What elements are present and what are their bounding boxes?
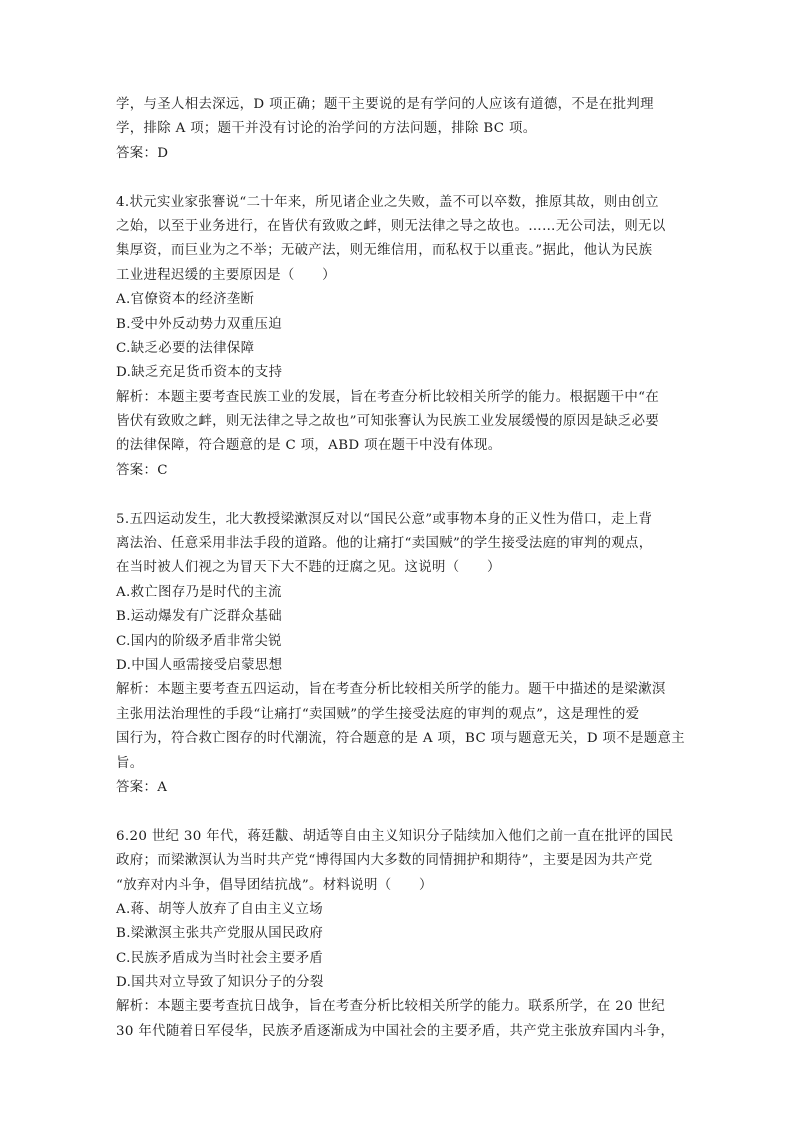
option-a: A.官僚资本的经济垄断 [116, 292, 255, 308]
option-a: A.救亡图存乃是时代的主流 [116, 584, 282, 600]
explanation-line: 国行为，符合救亡图存的时代潮流，符合题意的是 A 项，BC 项与题意无关，D 项不是题意主 [116, 731, 685, 747]
explanation-line: 解析：本题主要考查民族工业的发展，旨在考查分析比较相关所学的能力。根据题干中“在 [116, 389, 660, 405]
question-stem-line: 集厚资，而巨业为之不举；无破产法，则无维信用，而私权于以重丧。”据此，他认为民族 [116, 243, 653, 259]
explanation-line: 解析：本题主要考查五四运动，旨在考查分析比较相关所学的能力。题干中描述的是梁漱溟 [116, 682, 666, 698]
question-stem-line: 离法治、任意采用非法手段的道路。他的让痛打“卖国贼”的学生接受法庭的审判的观点， [116, 536, 653, 552]
option-a: A.蒋、胡等人放弃了自由主义立场 [116, 901, 323, 917]
question-stem-line: “放弃对内斗争，倡导团结抗战”。材料说明（ ） [116, 877, 433, 893]
question-3-explanation-fragment [116, 93, 686, 166]
option-d: D.缺乏充足货币资本的支持 [116, 365, 283, 381]
option-d: D.中国人亟需接受启蒙思想 [116, 657, 283, 673]
question-stem-line: 政府；而梁漱溟认为当时共产党“博得国内大多数的同情拥护和期待”，主要是因为共产党 [116, 853, 653, 869]
question-stem-line: 在当时被人们视之为冒天下大不韪的迂腐之见。这说明（ ） [116, 560, 501, 576]
question-stem-line: 之始，以至于业务进行，在皆伏有致败之衅，则无法律之导之故也。……无公司法，则无以 [116, 218, 666, 234]
explanation-line: 解析：本题主要考查抗日战争，旨在考查分析比较相关所学的能力。联系所学，在 20 世纪 [116, 999, 666, 1015]
question-6 [116, 825, 686, 1045]
explanation-line: 旨。 [116, 755, 144, 771]
option-d: D.国共对立导致了知识分子的分裂 [116, 975, 324, 991]
explanation-line: 皆伏有致败之衅，则无法律之导之故也”可知张謇认为民族工业发展缓慢的原因是缺乏必要 [116, 414, 660, 430]
question-stem-line: 6.20 世纪 30 年代，蒋廷黻、胡适等自由主义知识分子陆续加入他们之前一直在批评的国民 [116, 828, 674, 844]
question-5 [116, 508, 686, 801]
explanation-line: 学，与圣人相去深远，D 项正确；题干主要说的是有学问的人应该有道德，不是在批判理 [116, 97, 654, 112]
explanation-line: 的法律保障，符合题意的是 C 项，ABD 项在题干中没有体现。 [116, 438, 502, 454]
option-b: B.受中外反动势力双重压迫 [116, 316, 282, 332]
option-c: C.国内的阶级矛盾非常尖锐 [116, 633, 282, 649]
explanation-line: 主张用法治理性的手段“让痛打“卖国贼”的学生接受法庭的审判的观点”，这是理性的爱 [116, 706, 640, 722]
document-page [116, 93, 686, 1044]
option-c: C.民族矛盾成为当时社会主要矛盾 [116, 950, 324, 966]
option-c: C.缺乏必要的法律保障 [116, 340, 255, 356]
option-b: B.运动爆发有广泛群众基础 [116, 609, 282, 625]
explanation-line: 30 年代随着日军侵华，民族矛盾逐渐成为中国社会的主要矛盾，共产党主张放弃国内斗争， [116, 1023, 675, 1039]
question-4 [116, 191, 686, 484]
question-stem-line: 4.状元实业家张謇说“二十年来，所见诸企业之失败，盖不可以卒数，推原其故，则由创立 [116, 194, 659, 210]
explanation-line: 学，排除 A 项；题干并没有讨论的治学问的方法问题，排除 BC 项。 [116, 121, 537, 137]
question-stem-line: 5.五四运动发生，北大教授梁漱溟反对以“国民公意”或事物本身的正义性为借口，走上背 [116, 511, 653, 527]
answer-line: 答案：C [116, 462, 168, 478]
option-b: B.梁漱溟主张共产党服从国民政府 [116, 926, 324, 942]
answer-line: 答案：D [116, 145, 169, 161]
question-stem-line: 工业进程迟缓的主要原因是（ ） [116, 267, 336, 283]
answer-line: 答案：A [116, 779, 168, 795]
